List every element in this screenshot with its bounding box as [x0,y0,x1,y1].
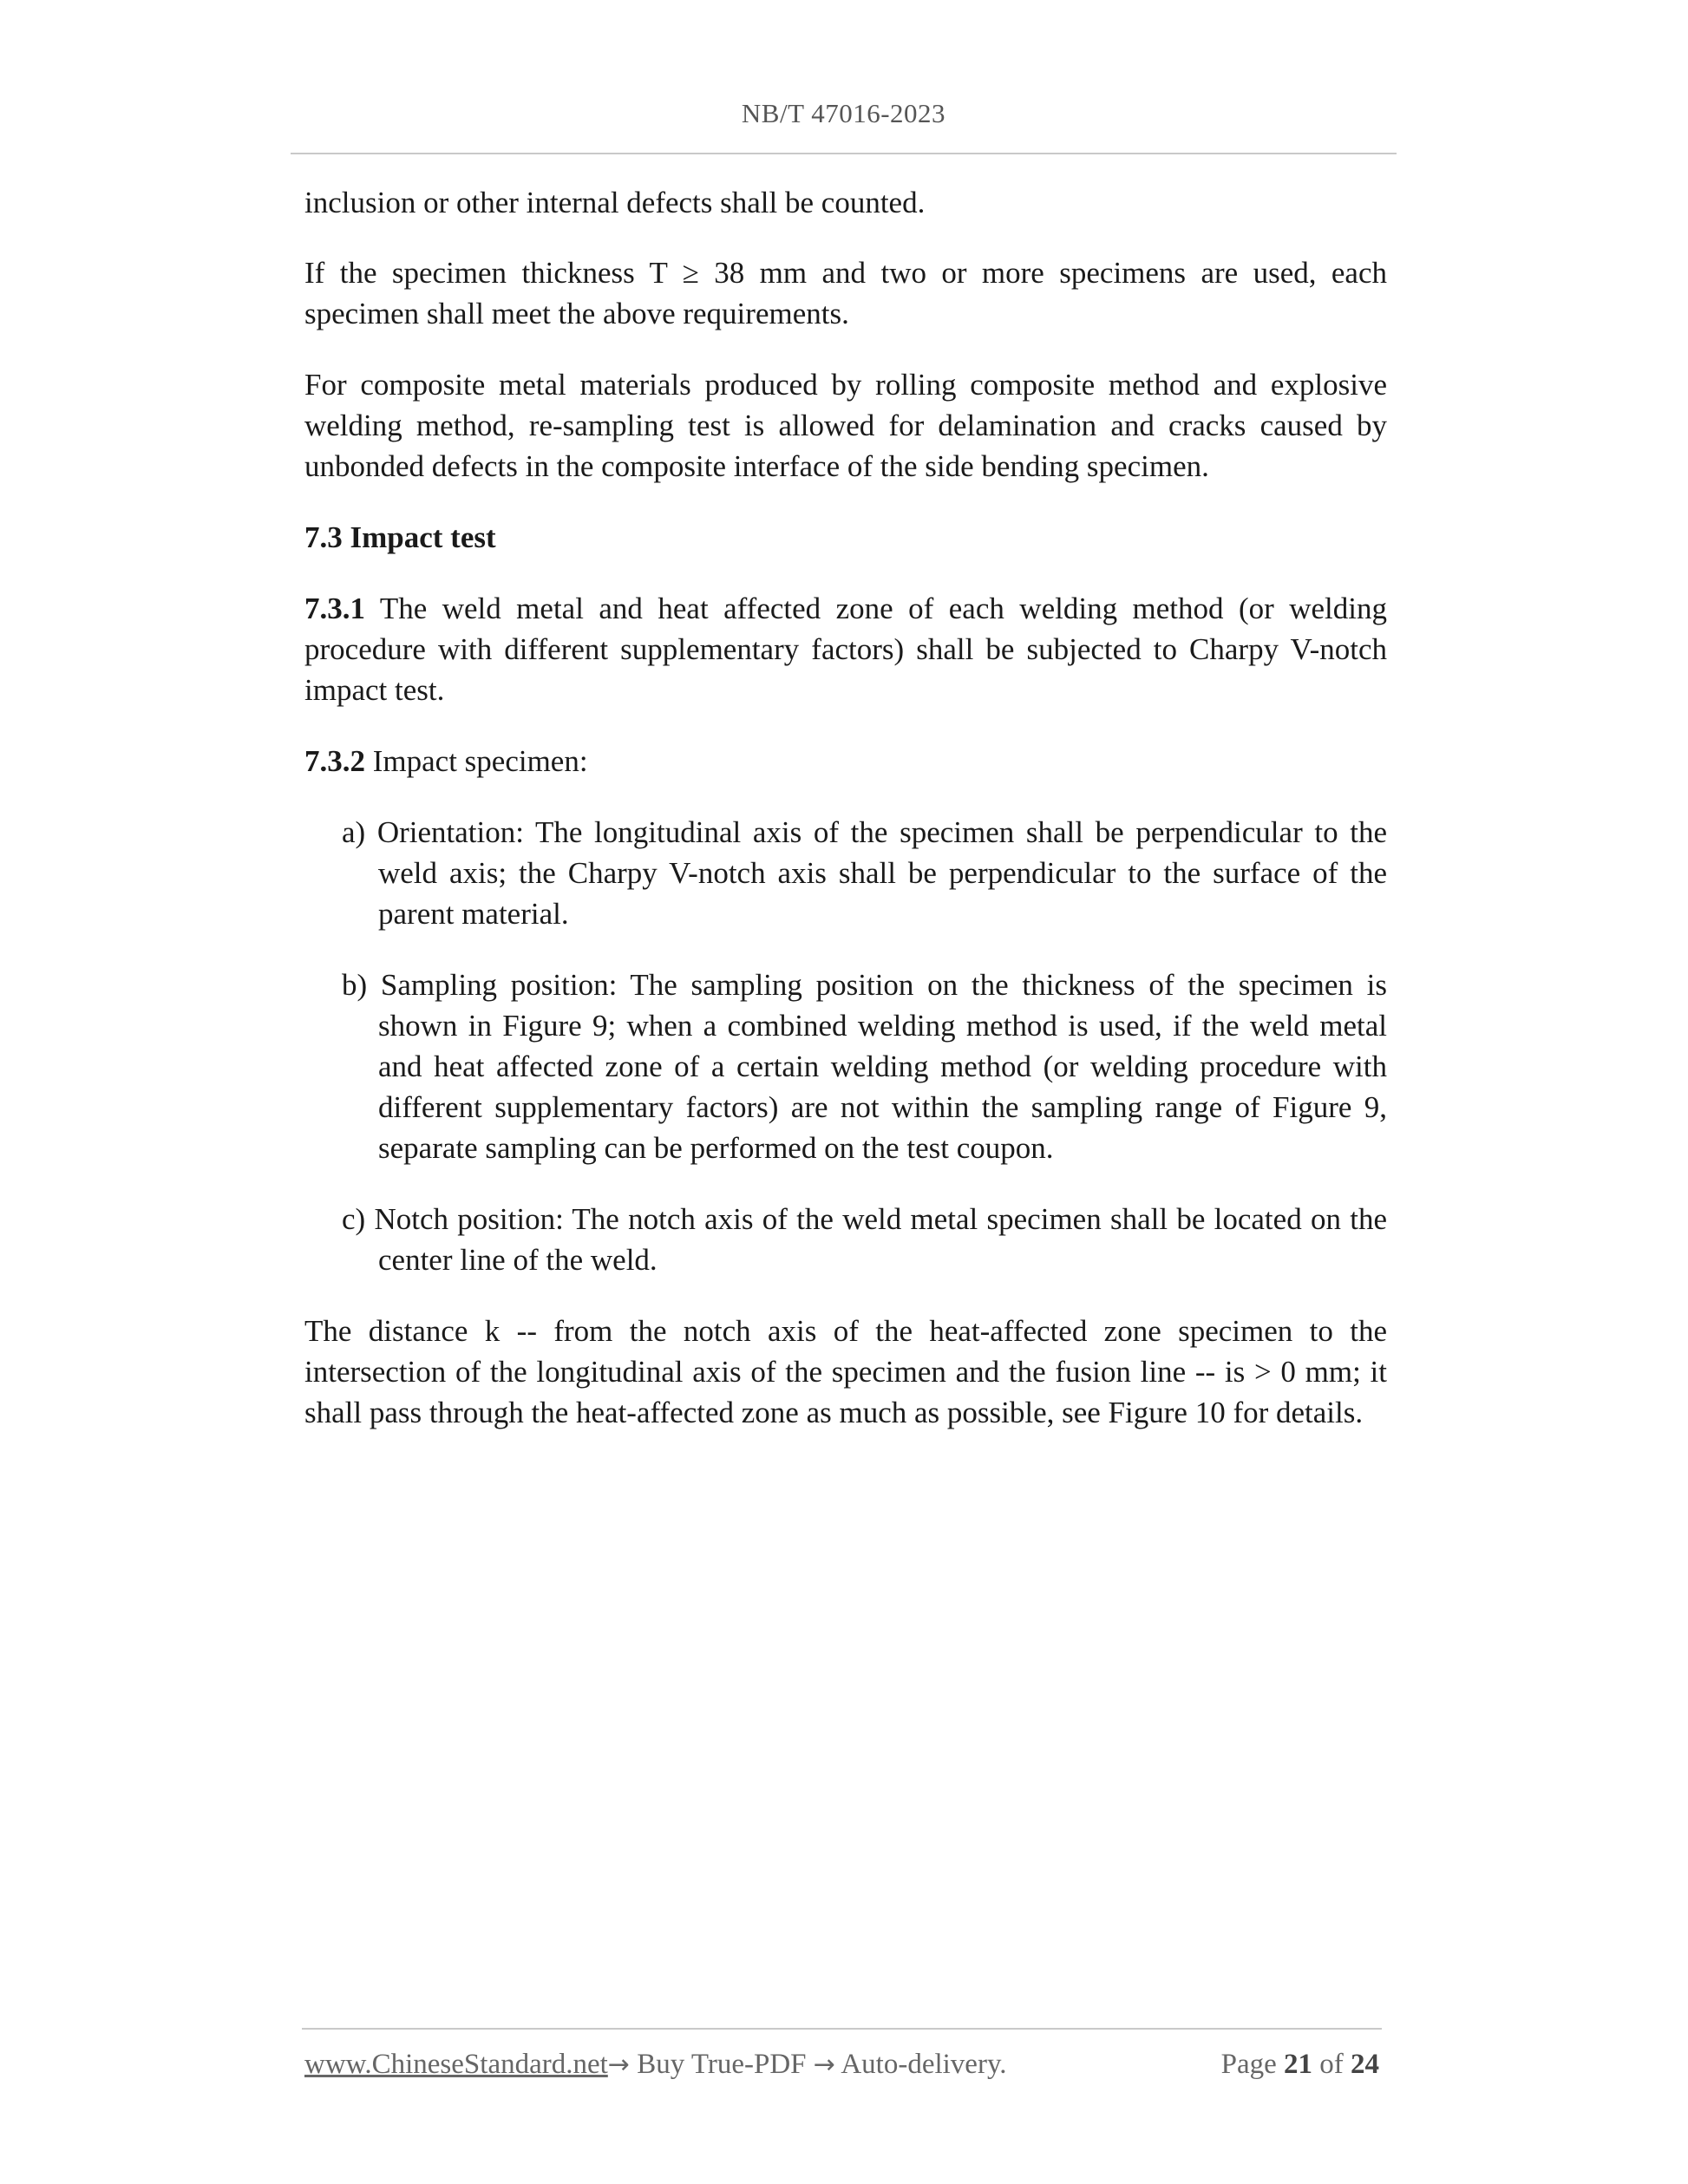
delivery-text: Auto-delivery. [834,2049,1007,2080]
list-item-text: Sampling position: The sampling position on the thickness of the specimen is shown in Figure 9; when a combined welding method is used, if the weld metal and heat affected zone of a certain welding method (or welding procedure with different supplementary factors) are not within the sampling range of Figure 9, separate sampling can be performed on the test coupon. [367,968,1387,1165]
paragraph-2: If the specimen thickness T ≥ 38 mm and two or more specimens are used, each specimen shall meet the above requirements. [304,256,1387,330]
clause-text: Impact specimen: [365,744,588,778]
list-item-text: Notch position: The notch axis of the weld metal specimen shall be located on the center line of the weld. [365,1202,1387,1277]
footer-divider [302,2028,1382,2030]
page-label: Page [1220,2049,1284,2080]
clause-7-3-2 [304,741,1387,781]
footer-promo [304,2049,1007,2081]
header-divider [291,153,1397,154]
page-number [1221,2049,1379,2081]
list-marker: b) [342,968,368,1002]
list-item-notch-position [342,1199,1387,1280]
page-current: 21 [1284,2049,1312,2080]
document-body [304,182,1387,1463]
arrow-right-icon: → [607,2050,630,2080]
document-header: NB/T 47016-2023 [741,98,946,128]
list-marker: c) [342,1202,366,1236]
page-total: 24 [1351,2049,1379,2080]
arrow-right-icon: → [813,2050,835,2080]
clause-number: 7.3.2 [304,744,365,778]
clause-7-3-1 [304,588,1387,710]
paragraph-1: inclusion or other internal defects shall be counted. [304,186,926,219]
page-footer [304,2049,1379,2081]
page-of: of [1312,2049,1351,2080]
buy-text: Buy True-PDF [629,2049,814,2080]
list-item-sampling-position [342,964,1387,1168]
paragraph-3: For composite metal materials produced by rolling composite method and explosive welding method, re-sampling test is allowed for delamination and cracks caused by unbonded defects in the composite interface of the side bending specimen. [304,368,1387,483]
clause-text: The weld metal and heat affected zone of each welding method (or welding procedure with different supplementary factors) shall be subjected to Charpy V-notch impact test. [304,592,1387,707]
list-item-orientation [342,812,1387,934]
notch-distance-note: The distance k -- from the notch axis of the heat-affected zone specimen to the intersection of the longitudinal axis of the specimen and the fusion line -- is > 0 mm; it shall pass through the heat-affected zone as much as possible, see Figure 10 for details. [304,1314,1387,1429]
section-title-impact-test: 7.3 Impact test [304,520,496,554]
clause-number: 7.3.1 [304,592,365,625]
website-link[interactable]: www.ChineseStandard.net [304,2049,608,2080]
list-item-text: Orientation: The longitudinal axis of the specimen shall be perpendicular to the weld axis; the Charpy V-notch axis shall be perpendicular to the surface of the parent material. [365,815,1387,931]
list-marker: a) [342,815,366,849]
